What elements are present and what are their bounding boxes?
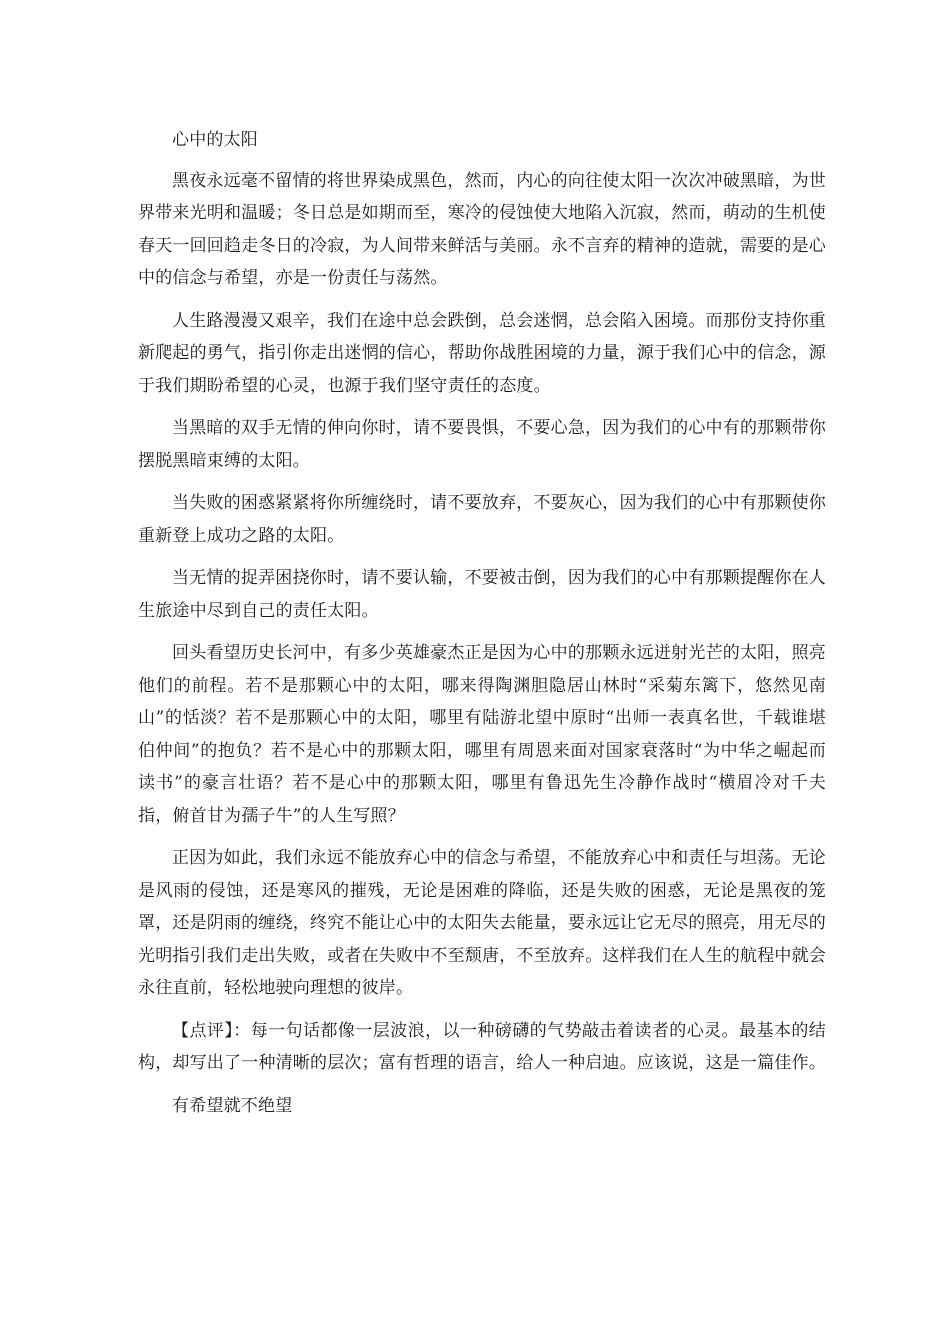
- paragraph-comment: 【点评】：每一句话都像一层波浪，以一种磅礴的气势敲击着读者的心灵。最基本的结构，却写出了一种清晰的层次；富有哲理的语言，给人一种启迪。应该说，这是一篇佳作。: [138, 1020, 826, 1073]
- paragraph-intro: 黑夜永远毫不留情的将世界染成黑色，然而，内心的向往使太阳一次次冲破黑暗，为世界带来光明和温暖；冬日总是如期而至，寒冷的侵蚀使大地陷入沉寂，然而，萌动的生机使春天一回回趋走冬日的冷寂，为人间带来鲜活与美丽。永不言弃的精神的造就，需要的是心中的信念与希望，亦是一份责任与荡然。: [138, 170, 826, 288]
- paragraph-darkness: 当黑暗的双手无情的伸向你时，请不要畏惧，不要心急，因为我们的心中有的那颗带你摆脱黑暗束缚的太阳。: [138, 418, 826, 471]
- paragraph-conclusion: 正因为如此，我们永远不能放弃心中的信念与希望，不能放弃心中和责任与坦荡。无论是风雨的侵蚀，还是寒风的摧残，无论是困难的降临，还是失败的困惑，无论是黑夜的笼罩，还是阴雨的缠绕，终究不能让心中的太阳失去能量，要永远让它无尽的照亮，用无尽的光明指引我们走出失败，或者在失败中不至颓唐，不至放弃。这样我们在人生的航程中就会永往直前，轻松地驶向理想的彼岸。: [138, 848, 826, 998]
- next-essay-title: 有希望就不绝望: [172, 1095, 293, 1116]
- paragraph-life-road: 人生路漫漫又艰辛，我们在途中总会跌倒，总会迷惘，总会陷入困境。而那份支持你重新爬起的勇气，指引你走出迷惘的信心，帮助你战胜困境的力量，源于我们心中的信念，源于我们期盼希望的心灵，也源于我们坚守责任的态度。: [138, 310, 826, 396]
- essay-title: 心中的太阳: [172, 130, 258, 150]
- paragraph-failure: 当失败的困惑紧紧将你所缠绕时，请不要放弃，不要灰心，因为我们的心中有那颗使你重新登上成功之路的太阳。: [138, 493, 826, 546]
- paragraph-history: 回头看望历史长河中，有多少英雄豪杰正是因为心中的那颗永远迸射光芒的太阳，照亮他们的前程。若不是那颗心中的太阳，哪来得陶渊胆隐居山林时“采菊东篱下，悠然见南山”的恬淡？若不是那颗心中的太阳，哪里有陆游北望中原时“出师一表真名世，千载谁堪伯仲间”的抱负？若不是心中的那颗太阳，哪里有周恩来面对国家衰落时“为中华之崛起而读书”的豪言壮语？若不是心中的那颗太阳，哪里有鲁迅先生冷静作战时“横眉冷对千夫指，俯首甘为孺子牛”的人生写照？: [138, 643, 826, 826]
- document-body: [138, 124, 826, 1132]
- paragraph-adversity: 当无情的捉弄困挠你时，请不要认输，不要被击倒，因为我们的心中有那颗提醒你在人生旅途中尽到自己的责任太阳。: [138, 568, 826, 621]
